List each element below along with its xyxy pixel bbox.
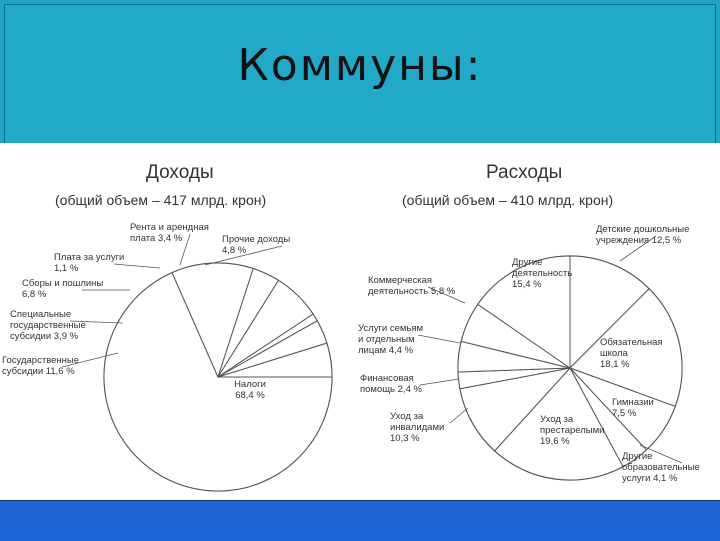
slice-label-line: Обязательная	[600, 337, 663, 348]
slide-title: Коммуны:	[237, 40, 483, 91]
slice-label-line: субсидии 3,9 %	[10, 331, 79, 342]
slice-label-line: 1,1 %	[54, 263, 79, 274]
slice-label-line: престарелыми	[540, 425, 605, 436]
label-leader-line	[420, 379, 459, 385]
slice-label-line: Специальные	[10, 309, 72, 320]
slice-label-line: Прочие доходы	[222, 234, 291, 245]
slice-label-line: образовательные	[622, 462, 700, 473]
expense-slice-label-4	[622, 451, 700, 484]
slice-label-line: инвалидами	[390, 422, 445, 433]
bottom-bar	[0, 500, 720, 541]
slice-label-line: 18,1 %	[600, 359, 630, 370]
slice-label-line: 10,3 %	[390, 433, 420, 444]
income-slice-label-1	[234, 379, 266, 401]
slice-label-line: Детские дошкольные	[596, 224, 690, 235]
expense-slice-label-8	[358, 323, 423, 356]
expense-slice-label-6	[390, 411, 444, 444]
slice-label-line: учреждения 12,5 %	[596, 235, 682, 246]
slice-label-line: Услуги семьям	[358, 323, 424, 334]
expense-slice-label-1	[596, 224, 689, 246]
income-slice-label-4	[22, 278, 103, 300]
slice-label-line: 7,5 %	[612, 408, 637, 419]
income-slice-label-5	[54, 252, 124, 274]
income-slice-label-3	[10, 309, 86, 342]
slice-label-line: Другие	[622, 451, 653, 462]
slice-label-line: Государственные	[2, 355, 80, 366]
slice-label-line: Сборы и пошлины	[22, 278, 104, 289]
income-chart-subtitle: (общий объем – 417 млрд. крон)	[55, 192, 267, 208]
slice-label-line: деятельность	[512, 268, 573, 279]
slice-label-line: плата 3,4 %	[130, 233, 183, 244]
slice-label-line: деятельность 5,8 %	[368, 286, 456, 297]
pie-charts-svg	[0, 143, 720, 500]
slice-label-line: субсидии 11,6 %	[2, 366, 75, 377]
slice-label-line: Плата за услуги	[54, 252, 125, 263]
slice-label-line: 4,8 %	[222, 245, 247, 256]
slice-label-line: 6,8 %	[22, 289, 47, 300]
slice-label-line: 15,4 %	[512, 279, 542, 290]
expense-chart-title: Расходы	[486, 162, 563, 183]
chart-panel	[0, 143, 720, 500]
income-slice-label-6	[130, 222, 209, 244]
slice-label-line: помощь 2,4 %	[360, 384, 422, 395]
slice-label-line: 68,4 %	[235, 390, 265, 401]
slice-label-line: Гимназии	[612, 397, 654, 408]
slice-label-line: Коммерческая	[368, 275, 433, 286]
expense-slice-label-7	[360, 373, 422, 395]
slice-label-line: Рента и арендная	[130, 222, 209, 233]
label-leader-line	[418, 335, 460, 343]
slice-label-line: 19,6 %	[540, 436, 570, 447]
slice-label-line: Уход за	[540, 414, 574, 425]
label-leader-line	[450, 408, 468, 423]
slice-label-line: государственные	[10, 320, 86, 331]
income-chart-title: Доходы	[146, 162, 214, 183]
slice-label-line: услуги 4,1 %	[622, 473, 678, 484]
slice-label-line: Налоги	[234, 379, 266, 390]
expense-chart-subtitle: (общий объем – 410 млрд. крон)	[402, 192, 614, 208]
slice-label-line: Финансовая	[360, 373, 414, 384]
slice-label-line: Другие	[512, 257, 543, 268]
label-leader-line	[114, 264, 160, 268]
slice-label-line: и отдельным	[358, 334, 415, 345]
slice-label-line: Уход за	[390, 411, 424, 422]
slice-label-line: лицам 4,4 %	[358, 345, 414, 356]
slice-label-line: школа	[600, 348, 628, 359]
